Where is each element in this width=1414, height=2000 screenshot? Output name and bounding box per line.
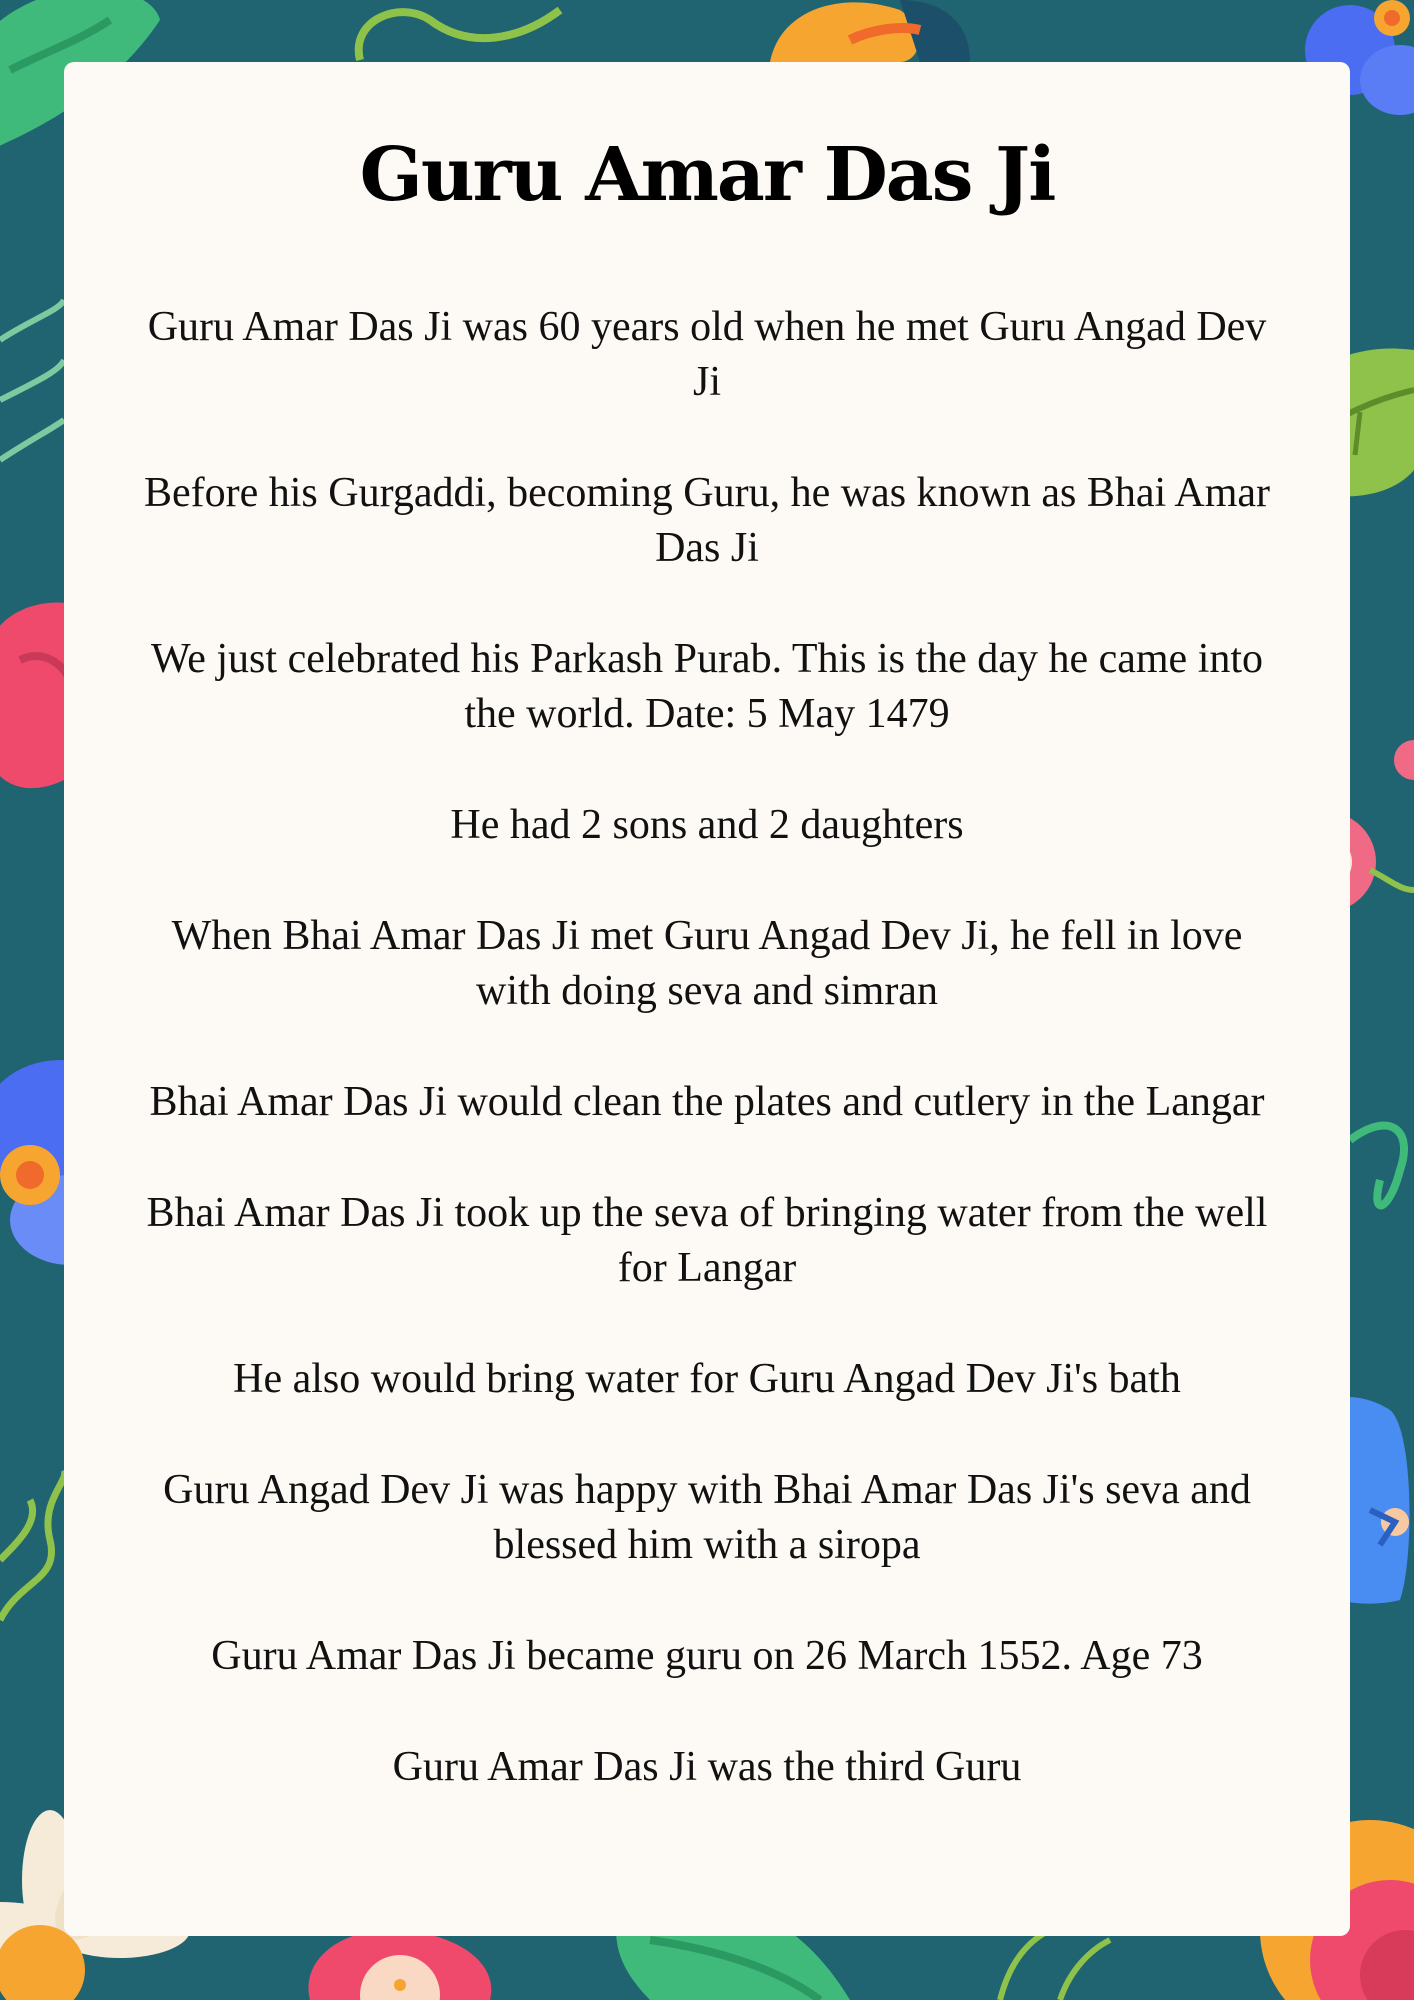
fact-item: Guru Amar Das Ji became guru on 26 March 1552. Age 73 — [211, 1633, 1203, 1679]
fact-item: He also would bring water for Guru Angad Dev Ji's bath — [233, 1356, 1181, 1402]
fact-item: He had 2 sons and 2 daughters — [450, 802, 964, 848]
fact-item: Bhai Amar Das Ji would clean the plates and cutlery in the Langar — [149, 1079, 1265, 1125]
vine-icon — [1350, 1126, 1404, 1206]
fact-item: We just celebrated his Parkash Purab. This is the day he came into the world. Date: 5 May 1479 — [150, 636, 1264, 737]
vine-icon — [0, 1470, 65, 1620]
flower-icon — [308, 1930, 491, 2000]
poster-title: Guru Amar Das Ji — [359, 132, 1055, 218]
flower-icon — [770, 0, 970, 62]
fact-item: Guru Amar Das Ji was the third Guru — [392, 1744, 1022, 1790]
flower-icon — [1394, 740, 1414, 780]
poster-card — [64, 62, 1350, 1936]
vine-icon — [1000, 1930, 1110, 2000]
vine-icon — [0, 300, 64, 460]
fact-item: Bhai Amar Das Ji took up the seva of bringing water from the well for Langar — [146, 1190, 1268, 1291]
vine-icon — [359, 10, 560, 60]
fact-item: When Bhai Amar Das Ji met Guru Angad Dev Ji, he fell in love with doing seva and simran — [171, 913, 1243, 1014]
fact-item: Before his Gurgaddi, becoming Guru, he was known as Bhai Amar Das Ji — [143, 470, 1270, 571]
fact-item: Guru Angad Dev Ji was happy with Bhai Amar Das Ji's seva and blessed him with a siropa — [163, 1467, 1251, 1568]
fact-item: Guru Amar Das Ji was 60 years old when he met Guru Angad Dev Ji — [147, 304, 1267, 405]
fact-list — [134, 300, 1280, 1851]
